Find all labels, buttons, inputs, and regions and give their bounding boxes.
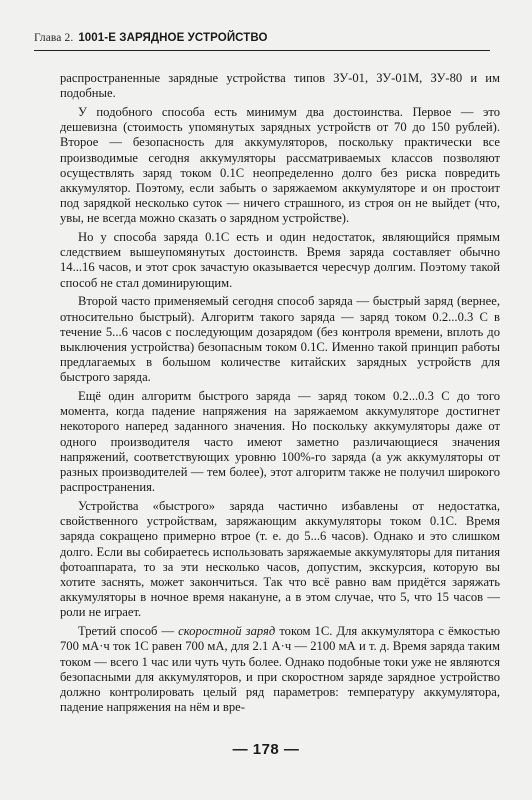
paragraph: Но у способа заряда 0.1С есть и один недостаток, являющийся прямым следствием вышеупомянутых достоинств. Время заряда составляет обычно 14...16 часов, и этот срок зачастую оказывается чересчур долгим. Поэтому такой способ не стал доминирующим. bbox=[60, 230, 500, 290]
chapter-label: Глава 2. bbox=[34, 32, 74, 44]
running-header bbox=[34, 31, 490, 45]
paragraph: Второй часто применяемый сегодня способ заряда — быстрый заряд (вернее, относительно быстрый). Алгоритм такого заряда — заряд током 0.2...0.3 С в течение 5...6 часов с последующим дозарядом (без контроля времени, вплоть до выключения устройства) безопасным током 0.1С. Именно такой принцип работы предлагаемых в большом количестве китайских зарядных устройств для быстрого заряда. bbox=[60, 294, 500, 385]
paragraph: Устройства «быстрого» заряда частично избавлены от недостатка, свойственного устройствам, заряжающим аккумуляторы током 0.1С. Время заряда сокращено примерно втрое (т. е. до 5...6 часов). Однако и это слишком долго. Если вы собираетесь использовать заряжаемые аккумуляторы для питания фотоаппарата, то за эти несколько часов, допустим, экскурсия, которую вы хотите заснять, может закончиться. Так что всё равно вам придётся заряжать аккумуляторы в ночное время накануне, а в этом случае, что 5, что 15 часов — роли не играет. bbox=[60, 498, 500, 620]
paragraph-continued: распространенные зарядные устройства типов ЗУ-01, ЗУ-01М, ЗУ-80 и им подобные. bbox=[60, 71, 500, 101]
page-number: — 178 — bbox=[232, 741, 300, 758]
paragraph: Третий способ — скоростной заряд током 1С. Для аккумулятора с ёмкостью 700 мА·ч ток 1С равен 700 мА, для 2.1 А·ч — 2100 мА и т. д. Время заряда таким током — всего 1 час или чуть чуть более. Однако подобные токи уже не являются безопасными для аккумуляторов, и при скоростном заряде зарядное устройство должно контролировать целый ряд параметров: температуру аккумулятора, падение напряжения на нём и вре- bbox=[60, 624, 500, 715]
paragraph: Ещё один алгоритм быстрого заряда — заряд током 0.2...0.3 С до того момента, когда падение напряжения на заряжаемом аккумуляторе достигнет некоторого наперед заданного значения. Но поскольку аккумуляторы даже от одного производителя часто имеют заметно различающиеся значения напряжений, соответствующих уровню 100%-го заряда (а уж аккумуляторы от разных производителей — тем более), этот алгоритм также не получил широкого распространения. bbox=[60, 389, 500, 495]
paragraph: У подобного способа есть минимум два достоинства. Первое — это дешевизна (стоимость упомянутых зарядных устройств от 70 до 150 рублей). Второе — безопасность для аккумуляторов, поскольку практически все производимые сегодня аккумуляторы рассматриваемых классов позволяют осуществлять заряд током 0.1С неопределенно долго без риска повредить аккумулятор. Поэтому, если забыть о заряжаемом аккумуляторе и он простоит под зарядкой несколько суток — ничего страшного, из строя он не выйдет (что, увы, не всегда можно сказать о зарядном устройстве). bbox=[60, 104, 500, 226]
page-body bbox=[60, 71, 500, 719]
header-rule bbox=[34, 50, 490, 51]
chapter-title: 1001-Е ЗАРЯДНОЕ УСТРОЙСТВО bbox=[78, 32, 268, 44]
emphasized-term: скоростной заряд bbox=[178, 624, 276, 639]
